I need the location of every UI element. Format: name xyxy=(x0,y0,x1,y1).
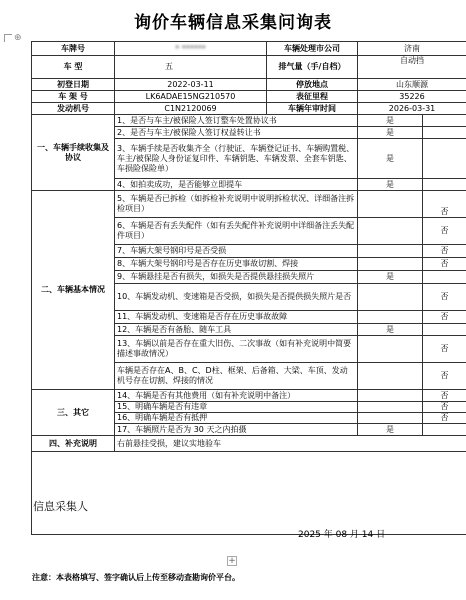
header-row-engine xyxy=(32,103,466,115)
table-row xyxy=(32,115,466,127)
item-no[interactable]: 否 xyxy=(423,245,466,258)
location-label: 车辆处理市公司 xyxy=(267,42,358,56)
item-text: 5、车辆是否已拆检（如拆检补充说明中说明拆检状况、详细备注拆检项目） xyxy=(115,191,358,218)
item-text: 8、车辆大架号钢印号是否存在历史事故切割、焊接 xyxy=(115,258,358,271)
item-yes[interactable]: 是 xyxy=(358,127,423,139)
item-yes[interactable]: 是 xyxy=(358,271,423,284)
margin-corner-mark xyxy=(4,34,12,42)
item-no[interactable]: 否 xyxy=(423,390,466,402)
table-move-handle-icon[interactable]: ⊕ xyxy=(14,33,22,43)
table-row xyxy=(32,390,466,402)
item-text: 9、车辆悬挂是否有损失，如损失是否提供悬挂损失照片 xyxy=(115,271,358,284)
first-reg-label: 初登日期 xyxy=(32,79,115,91)
plate-value[interactable]: * ****** xyxy=(115,42,267,56)
item-no[interactable]: 否 xyxy=(423,402,466,413)
inspection-value[interactable]: 2026-03-31 xyxy=(358,103,466,115)
item-no[interactable]: 否 xyxy=(423,258,466,271)
model-label: 车 型 xyxy=(32,56,115,79)
parking-value[interactable]: 山东顺源 xyxy=(358,79,466,91)
item-no[interactable]: 否 xyxy=(423,191,466,218)
item-no[interactable]: 否 xyxy=(423,363,466,390)
model-value[interactable]: 五 xyxy=(115,56,267,79)
item-text: 2、是否与车主/被保险人签订权益转让书 xyxy=(115,127,358,139)
item-yes[interactable]: 是 xyxy=(358,324,423,336)
item-no[interactable] xyxy=(423,115,466,127)
location-value[interactable]: 济南 xyxy=(358,42,466,56)
supplement-text[interactable]: 右前悬挂受损，建议实地验车 xyxy=(115,436,466,452)
item-yes[interactable] xyxy=(358,363,423,390)
vin-value[interactable]: LK6ADAE15NG210570 xyxy=(115,91,267,103)
item-yes[interactable] xyxy=(358,413,423,424)
item-no[interactable] xyxy=(423,179,466,191)
table-row xyxy=(32,191,466,218)
signature-cell[interactable] xyxy=(32,452,466,535)
add-row-icon[interactable]: + xyxy=(228,556,236,566)
header-row-first-reg xyxy=(32,79,466,91)
section-4-label: 四、补充说明 xyxy=(32,436,115,452)
item-text: 4、如拍卖成功，是否能够立即提车 xyxy=(115,179,358,191)
item-text: 13、车辆以前是否存在重大旧伤、二次事故（如有补充说明中简要描述事故情况） xyxy=(115,336,358,363)
engine-value[interactable]: C1N2120069 xyxy=(115,103,267,115)
header-row-vin xyxy=(32,91,466,103)
item-text: 17、车辆照片是否为 30 天之内拍摄 xyxy=(115,424,358,436)
item-yes[interactable]: 是 xyxy=(358,179,423,191)
item-yes[interactable] xyxy=(358,258,423,271)
item-text: 3、车辆手续是否收集齐全（行驶证、车辆登记证书、车辆购置税、车主/被保险人身份证复印件、车辆钥匙、车辆发票、全套车钥匙、车损险保险单） xyxy=(115,139,358,179)
item-no[interactable] xyxy=(423,424,466,436)
item-text: 车辆是否存在A、B、C、D柱、框架、后备箱、大梁、车顶、发动机号存在切割、焊接的情况 xyxy=(115,363,358,390)
item-yes[interactable] xyxy=(358,284,423,311)
item-yes[interactable] xyxy=(358,311,423,324)
document-title: 询价车辆信息采集问询表 xyxy=(134,13,332,33)
item-text: 15、明确车辆是否有违章 xyxy=(115,402,358,413)
first-reg-value[interactable]: 2022-03-11 xyxy=(115,79,267,91)
item-text: 6、车辆是否有丢失配件（如有丢失配件补充说明中详细备注丢失配件项目） xyxy=(115,218,358,245)
inquiry-form-table xyxy=(31,41,466,535)
vin-label: 车 架 号 xyxy=(32,91,115,103)
engine-label: 发动机号 xyxy=(32,103,115,115)
item-text: 11、车辆发动机、变速箱是否存在历史事故故障 xyxy=(115,311,358,324)
item-yes[interactable]: 是 xyxy=(358,139,423,179)
item-yes[interactable] xyxy=(358,218,423,245)
item-yes[interactable] xyxy=(358,191,423,218)
section-2-label: 二、车辆基本情况 xyxy=(32,191,115,390)
mileage-value[interactable]: 35226 xyxy=(358,91,466,103)
mileage-label: 表征里程 xyxy=(267,91,358,103)
footnote: 注意：本表格填写、签字确认后上传至移动查勘询价平台。 xyxy=(32,573,240,582)
item-yes[interactable] xyxy=(358,336,423,363)
item-text: 16、明确车辆是否有抵押 xyxy=(115,413,358,424)
item-no[interactable]: 否 xyxy=(423,284,466,311)
inspection-label: 车辆年审时间 xyxy=(267,103,358,115)
item-no[interactable] xyxy=(423,127,466,139)
item-yes[interactable]: 是 xyxy=(358,115,423,127)
item-no[interactable] xyxy=(423,271,466,284)
sign-date: 2025 年 08 月 14 日 xyxy=(298,530,386,540)
item-yes[interactable]: 是 xyxy=(358,424,423,436)
table-row xyxy=(32,436,466,452)
item-no[interactable]: 否 xyxy=(423,336,466,363)
plate-label: 车牌号 xyxy=(32,42,115,56)
signature-area xyxy=(32,452,466,535)
displacement-value[interactable]: 自动挡 xyxy=(358,56,466,79)
item-text: 1、是否与车主/被保险人签订整车处置协议书 xyxy=(115,115,358,127)
parking-label: 停放地点 xyxy=(267,79,358,91)
item-yes[interactable] xyxy=(358,402,423,413)
item-yes[interactable] xyxy=(358,245,423,258)
section-3-label: 三、其它 xyxy=(32,390,115,436)
item-no[interactable]: 否 xyxy=(423,311,466,324)
item-text: 10、车辆发动机、变速箱是否受损，如损失是否提供损失照片是否 xyxy=(115,284,358,311)
collector-label: 信息采集人 xyxy=(33,500,88,513)
item-text: 14、车辆是否有其他费用（如有补充说明中备注） xyxy=(115,390,358,402)
item-no[interactable]: 否 xyxy=(423,413,466,424)
displacement-label: 排气量（手/自档） xyxy=(267,56,358,79)
item-text: 7、车辆大架号钢印号是否受损 xyxy=(115,245,358,258)
item-no[interactable] xyxy=(423,139,466,179)
item-yes[interactable] xyxy=(358,390,423,402)
header-row-plate xyxy=(32,42,466,56)
item-text: 12、车辆是否有备胎、随车工具 xyxy=(115,324,358,336)
item-no[interactable] xyxy=(423,324,466,336)
section-1-label: 一、车辆手续收集及协议 xyxy=(32,115,115,191)
header-row-model xyxy=(32,56,466,79)
item-no[interactable]: 否 xyxy=(423,218,466,245)
